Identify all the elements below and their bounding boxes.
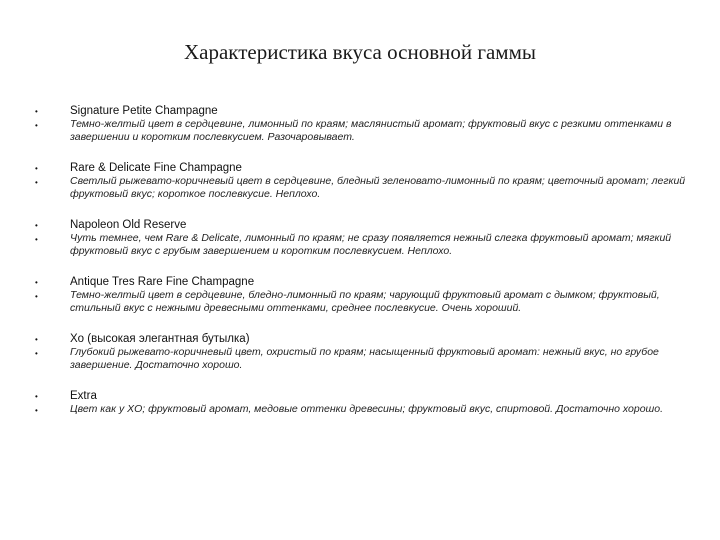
bullet-icon: • <box>35 405 38 415</box>
list-item <box>30 389 690 417</box>
entry-content <box>70 275 690 314</box>
bullet-icon: • <box>35 221 38 230</box>
bullet-icon: • <box>35 291 38 301</box>
entry-description: Чуть темнее, чем Rare & Delicate, лимонный по краям; не сразу появляется нежный слегка фруктовый аромат; мягкий фруктовый вкус с грубым завершением и коротким послевкусием. Неплохо. <box>70 232 672 257</box>
entry-description: Темно-желтый цвет в сердцевине, лимонный по краям; маслянистый аромат; фруктовый вкус с резкими оттенками в завершении и коротким послевкусием. Разочаровывает. <box>70 118 672 143</box>
entry-content <box>70 332 690 371</box>
bullet-markers <box>30 218 70 257</box>
entry-description: Темно-желтый цвет в сердцевине, бледно-лимонный по краям; чарующий фруктовый аромат с дымком; фруктовый, стильный вкус с нежными древесными оттенками, среднее послевкусие. Очень хороший. <box>70 289 660 314</box>
entry-content <box>70 161 690 200</box>
bullet-markers <box>30 332 70 371</box>
bullet-icon: • <box>35 278 38 287</box>
bullet-icon: • <box>35 348 38 358</box>
entry-name: Extra <box>70 390 97 402</box>
bullet-markers <box>30 275 70 314</box>
bullet-icon: • <box>35 164 38 173</box>
entry-name: Antique Tres Rare Fine Champagne <box>70 276 255 288</box>
bullet-icon: • <box>35 120 38 130</box>
entry-content <box>70 218 690 257</box>
bullet-markers <box>30 389 70 417</box>
bullet-markers <box>30 104 70 143</box>
cognac-list <box>30 104 690 435</box>
bullet-icon: • <box>35 335 38 344</box>
bullet-icon: • <box>35 107 38 116</box>
bullet-icon: • <box>35 234 38 244</box>
entry-description: Светлый рыжевато-коричневый цвет в сердцевине, бледный зеленовато-лимонный по краям; цветочный аромат; легкий фруктовый вкус; короткое послевкусие. Неплохо. <box>70 175 686 200</box>
slide-title: Характеристика вкуса основной гаммы <box>184 40 536 64</box>
entry-content <box>70 389 690 417</box>
bullet-markers <box>30 161 70 200</box>
entry-description: Цвет как у XO; фруктовый аромат, медовые оттенки древесины; фруктовый вкус, спиртовой. Достаточно хорошо. <box>70 403 664 415</box>
list-item <box>30 332 690 371</box>
entry-name: Xo (высокая элегантная бутылка) <box>70 333 250 345</box>
entry-description: Глубокий рыжевато-коричневый цвет, охристый по краям; насыщенный фруктовый аромат: нежный вкус, но грубое завершение. Достаточно хорошо. <box>70 346 659 371</box>
list-item <box>30 104 690 143</box>
list-item <box>30 218 690 257</box>
entry-name: Napoleon Old Reserve <box>70 219 187 231</box>
bullet-icon: • <box>35 177 38 187</box>
entry-content <box>70 104 690 143</box>
entry-name: Rare & Delicate Fine Champagne <box>70 162 242 174</box>
list-item <box>30 275 690 314</box>
list-item <box>30 161 690 200</box>
bullet-icon: • <box>35 392 38 401</box>
entry-name: Signature Petite Champagne <box>70 105 218 117</box>
